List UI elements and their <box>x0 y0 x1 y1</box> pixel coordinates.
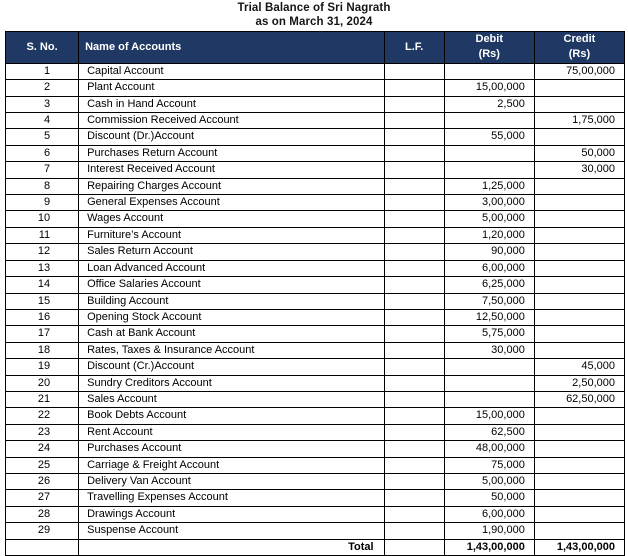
cell-debit-amount: 50,000 <box>444 490 534 506</box>
cell-account-name: Purchases Account <box>79 441 384 457</box>
cell-credit-amount <box>534 178 624 194</box>
cell-ledger-folio <box>384 145 444 161</box>
title-line-primary: Trial Balance of Sri Nagrath <box>237 2 391 14</box>
cell-debit-amount <box>444 145 534 161</box>
column-header-account-name: Name of Accounts <box>79 32 384 64</box>
column-header-ledger-folio: L.F. <box>384 32 444 64</box>
table-row <box>6 391 625 407</box>
cell-debit-amount: 15,00,000 <box>444 408 534 424</box>
cell-credit-amount <box>534 195 624 211</box>
cell-account-name: Opening Stock Account <box>79 309 384 325</box>
cell-credit-amount <box>534 408 624 424</box>
cell-credit-amount: 2,50,000 <box>534 375 624 391</box>
cell-serial-number: 4 <box>6 113 79 129</box>
cell-credit-amount <box>534 80 624 96</box>
cell-debit-amount: 48,00,000 <box>444 441 534 457</box>
cell-ledger-folio <box>384 408 444 424</box>
total-credit-amount: 1,43,00,000 <box>534 539 624 555</box>
cell-credit-amount <box>534 473 624 489</box>
table-row <box>6 244 625 260</box>
cell-credit-amount: 45,000 <box>534 359 624 375</box>
column-header-credit <box>534 32 624 64</box>
table-row <box>6 342 625 358</box>
cell-account-name: Book Debts Account <box>79 408 384 424</box>
cell-account-name: Office Salaries Account <box>79 277 384 293</box>
table-row <box>6 309 625 325</box>
table-row <box>6 145 625 161</box>
cell-debit-amount: 12,50,000 <box>444 309 534 325</box>
column-header-credit-currency: (Rs) <box>568 48 591 61</box>
cell-ledger-folio <box>384 260 444 276</box>
table-row <box>6 490 625 506</box>
cell-serial-number: 5 <box>6 129 79 145</box>
cell-account-name: Repairing Charges Account <box>79 178 384 194</box>
table-row <box>6 260 625 276</box>
cell-account-name: Interest Received Account <box>79 162 384 178</box>
title-line-secondary: as on March 31, 2024 <box>255 15 373 28</box>
table-total-row <box>6 539 625 555</box>
cell-serial-number: 11 <box>6 227 79 243</box>
cell-serial-number: 2 <box>6 80 79 96</box>
table-row <box>6 162 625 178</box>
cell-ledger-folio <box>384 424 444 440</box>
cell-ledger-folio <box>384 96 444 112</box>
table-row <box>6 523 625 539</box>
cell-debit-amount: 5,00,000 <box>444 211 534 227</box>
cell-debit-amount <box>444 359 534 375</box>
cell-credit-amount <box>534 441 624 457</box>
cell-serial-number: 12 <box>6 244 79 260</box>
cell-debit-amount: 1,20,000 <box>444 227 534 243</box>
trial-balance-table <box>5 31 625 556</box>
table-row <box>6 293 625 309</box>
cell-debit-amount <box>444 113 534 129</box>
cell-account-name: Delivery Van Account <box>79 473 384 489</box>
cell-serial-number: 28 <box>6 506 79 522</box>
cell-ledger-folio <box>384 113 444 129</box>
cell-serial-number: 3 <box>6 96 79 112</box>
cell-ledger-folio <box>384 227 444 243</box>
cell-account-name: Cash at Bank Account <box>79 326 384 342</box>
cell-serial-number: 8 <box>6 178 79 194</box>
cell-account-name: Sales Account <box>79 391 384 407</box>
cell-credit-amount: 75,00,000 <box>534 63 624 79</box>
cell-ledger-folio <box>384 244 444 260</box>
cell-credit-amount <box>534 506 624 522</box>
header-row <box>6 32 625 64</box>
cell-account-name: Loan Advanced Account <box>79 260 384 276</box>
cell-serial-number: 16 <box>6 309 79 325</box>
cell-ledger-folio <box>384 391 444 407</box>
cell-account-name: Travelling Expenses Account <box>79 490 384 506</box>
table-row <box>6 375 625 391</box>
cell-credit-amount: 50,000 <box>534 145 624 161</box>
cell-ledger-folio <box>384 195 444 211</box>
cell-ledger-folio <box>384 457 444 473</box>
table-row <box>6 227 625 243</box>
cell-credit-amount <box>534 424 624 440</box>
column-header-credit-label: Credit <box>563 33 596 45</box>
cell-credit-amount <box>534 227 624 243</box>
cell-debit-amount: 1,90,000 <box>444 523 534 539</box>
cell-debit-amount: 6,00,000 <box>444 260 534 276</box>
cell-account-name: Commission Received Account <box>79 113 384 129</box>
cell-serial-number: 1 <box>6 63 79 79</box>
cell-debit-amount <box>444 375 534 391</box>
column-header-debit-currency: (Rs) <box>478 48 500 61</box>
table-row <box>6 424 625 440</box>
table-row <box>6 211 625 227</box>
cell-ledger-folio <box>384 375 444 391</box>
cell-account-name: Wages Account <box>79 211 384 227</box>
table-row <box>6 178 625 194</box>
table-row <box>6 408 625 424</box>
cell-credit-amount <box>534 326 624 342</box>
cell-debit-amount <box>444 63 534 79</box>
cell-serial-number: 23 <box>6 424 79 440</box>
cell-ledger-folio <box>384 326 444 342</box>
cell-serial-number: 26 <box>6 473 79 489</box>
table-row <box>6 113 625 129</box>
cell-account-name: Furniture’s Account <box>79 227 384 243</box>
cell-credit-amount <box>534 244 624 260</box>
cell-ledger-folio <box>384 63 444 79</box>
cell-ledger-folio <box>384 293 444 309</box>
cell-debit-amount <box>444 162 534 178</box>
table-row <box>6 359 625 375</box>
table-row <box>6 326 625 342</box>
cell-serial-number: 7 <box>6 162 79 178</box>
cell-account-name: Discount (Cr.)Account <box>79 359 384 375</box>
cell-debit-amount: 1,25,000 <box>444 178 534 194</box>
cell-serial-number: 29 <box>6 523 79 539</box>
cell-account-name: Rates, Taxes & Insurance Account <box>79 342 384 358</box>
cell-account-name: Discount (Dr.)Account <box>79 129 384 145</box>
cell-serial-number: 22 <box>6 408 79 424</box>
cell-serial-number: 17 <box>6 326 79 342</box>
cell-serial-number: 18 <box>6 342 79 358</box>
cell-ledger-folio <box>384 178 444 194</box>
table-row <box>6 441 625 457</box>
cell-ledger-folio <box>384 80 444 96</box>
cell-ledger-folio <box>384 473 444 489</box>
column-header-debit-label: Debit <box>475 33 503 45</box>
cell-account-name: Purchases Return Account <box>79 145 384 161</box>
cell-credit-amount: 62,50,000 <box>534 391 624 407</box>
total-debit-amount: 1,43,00,000 <box>444 539 534 555</box>
cell-account-name: Drawings Account <box>79 506 384 522</box>
cell-account-name: Cash in Hand Account <box>79 96 384 112</box>
cell-serial-number: 27 <box>6 490 79 506</box>
cell-debit-amount: 55,000 <box>444 129 534 145</box>
cell-credit-amount <box>534 293 624 309</box>
cell-serial-number: 15 <box>6 293 79 309</box>
cell-serial-number: 25 <box>6 457 79 473</box>
cell-debit-amount: 3,00,000 <box>444 195 534 211</box>
table-row <box>6 96 625 112</box>
cell-ledger-folio <box>384 490 444 506</box>
total-account-name: Total <box>79 539 384 555</box>
cell-credit-amount <box>534 277 624 293</box>
cell-debit-amount: 30,000 <box>444 342 534 358</box>
cell-credit-amount <box>534 129 624 145</box>
cell-ledger-folio <box>384 342 444 358</box>
cell-debit-amount: 75,000 <box>444 457 534 473</box>
column-header-debit <box>444 32 534 64</box>
cell-account-name: Plant Account <box>79 80 384 96</box>
cell-serial-number: 20 <box>6 375 79 391</box>
table-row <box>6 129 625 145</box>
cell-serial-number: 21 <box>6 391 79 407</box>
cell-credit-amount <box>534 457 624 473</box>
document-title <box>0 0 628 29</box>
cell-ledger-folio <box>384 441 444 457</box>
cell-debit-amount: 5,75,000 <box>444 326 534 342</box>
total-serial-number <box>6 539 79 555</box>
cell-ledger-folio <box>384 162 444 178</box>
cell-debit-amount: 6,25,000 <box>444 277 534 293</box>
cell-account-name: Carriage & Freight Account <box>79 457 384 473</box>
cell-account-name: Sundry Creditors Account <box>79 375 384 391</box>
cell-credit-amount: 30,000 <box>534 162 624 178</box>
cell-debit-amount <box>444 391 534 407</box>
cell-serial-number: 9 <box>6 195 79 211</box>
cell-credit-amount <box>534 96 624 112</box>
table-row <box>6 473 625 489</box>
table-header <box>6 32 625 64</box>
cell-account-name: Building Account <box>79 293 384 309</box>
cell-ledger-folio <box>384 359 444 375</box>
cell-debit-amount: 5,00,000 <box>444 473 534 489</box>
cell-serial-number: 24 <box>6 441 79 457</box>
cell-account-name: General Expenses Account <box>79 195 384 211</box>
cell-ledger-folio <box>384 211 444 227</box>
cell-credit-amount <box>534 211 624 227</box>
cell-debit-amount: 2,500 <box>444 96 534 112</box>
cell-debit-amount: 7,50,000 <box>444 293 534 309</box>
cell-ledger-folio <box>384 309 444 325</box>
cell-credit-amount <box>534 342 624 358</box>
cell-ledger-folio <box>384 129 444 145</box>
cell-debit-amount: 15,00,000 <box>444 80 534 96</box>
cell-credit-amount <box>534 523 624 539</box>
table-row <box>6 277 625 293</box>
cell-debit-amount: 62,500 <box>444 424 534 440</box>
cell-credit-amount <box>534 309 624 325</box>
cell-ledger-folio <box>384 506 444 522</box>
cell-ledger-folio <box>384 523 444 539</box>
total-ledger-folio <box>384 539 444 555</box>
cell-serial-number: 14 <box>6 277 79 293</box>
cell-serial-number: 6 <box>6 145 79 161</box>
cell-serial-number: 19 <box>6 359 79 375</box>
cell-credit-amount: 1,75,000 <box>534 113 624 129</box>
cell-credit-amount <box>534 490 624 506</box>
table-row <box>6 195 625 211</box>
cell-account-name: Rent Account <box>79 424 384 440</box>
cell-account-name: Suspense Account <box>79 523 384 539</box>
table-row <box>6 506 625 522</box>
cell-serial-number: 13 <box>6 260 79 276</box>
cell-credit-amount <box>534 260 624 276</box>
cell-account-name: Capital Account <box>79 63 384 79</box>
cell-ledger-folio <box>384 277 444 293</box>
cell-account-name: Sales Return Account <box>79 244 384 260</box>
table-row <box>6 457 625 473</box>
column-header-serial-number: S. No. <box>6 32 79 64</box>
table-body <box>6 63 625 555</box>
table-row <box>6 63 625 79</box>
cell-serial-number: 10 <box>6 211 79 227</box>
table-row <box>6 80 625 96</box>
cell-debit-amount: 6,00,000 <box>444 506 534 522</box>
cell-debit-amount: 90,000 <box>444 244 534 260</box>
